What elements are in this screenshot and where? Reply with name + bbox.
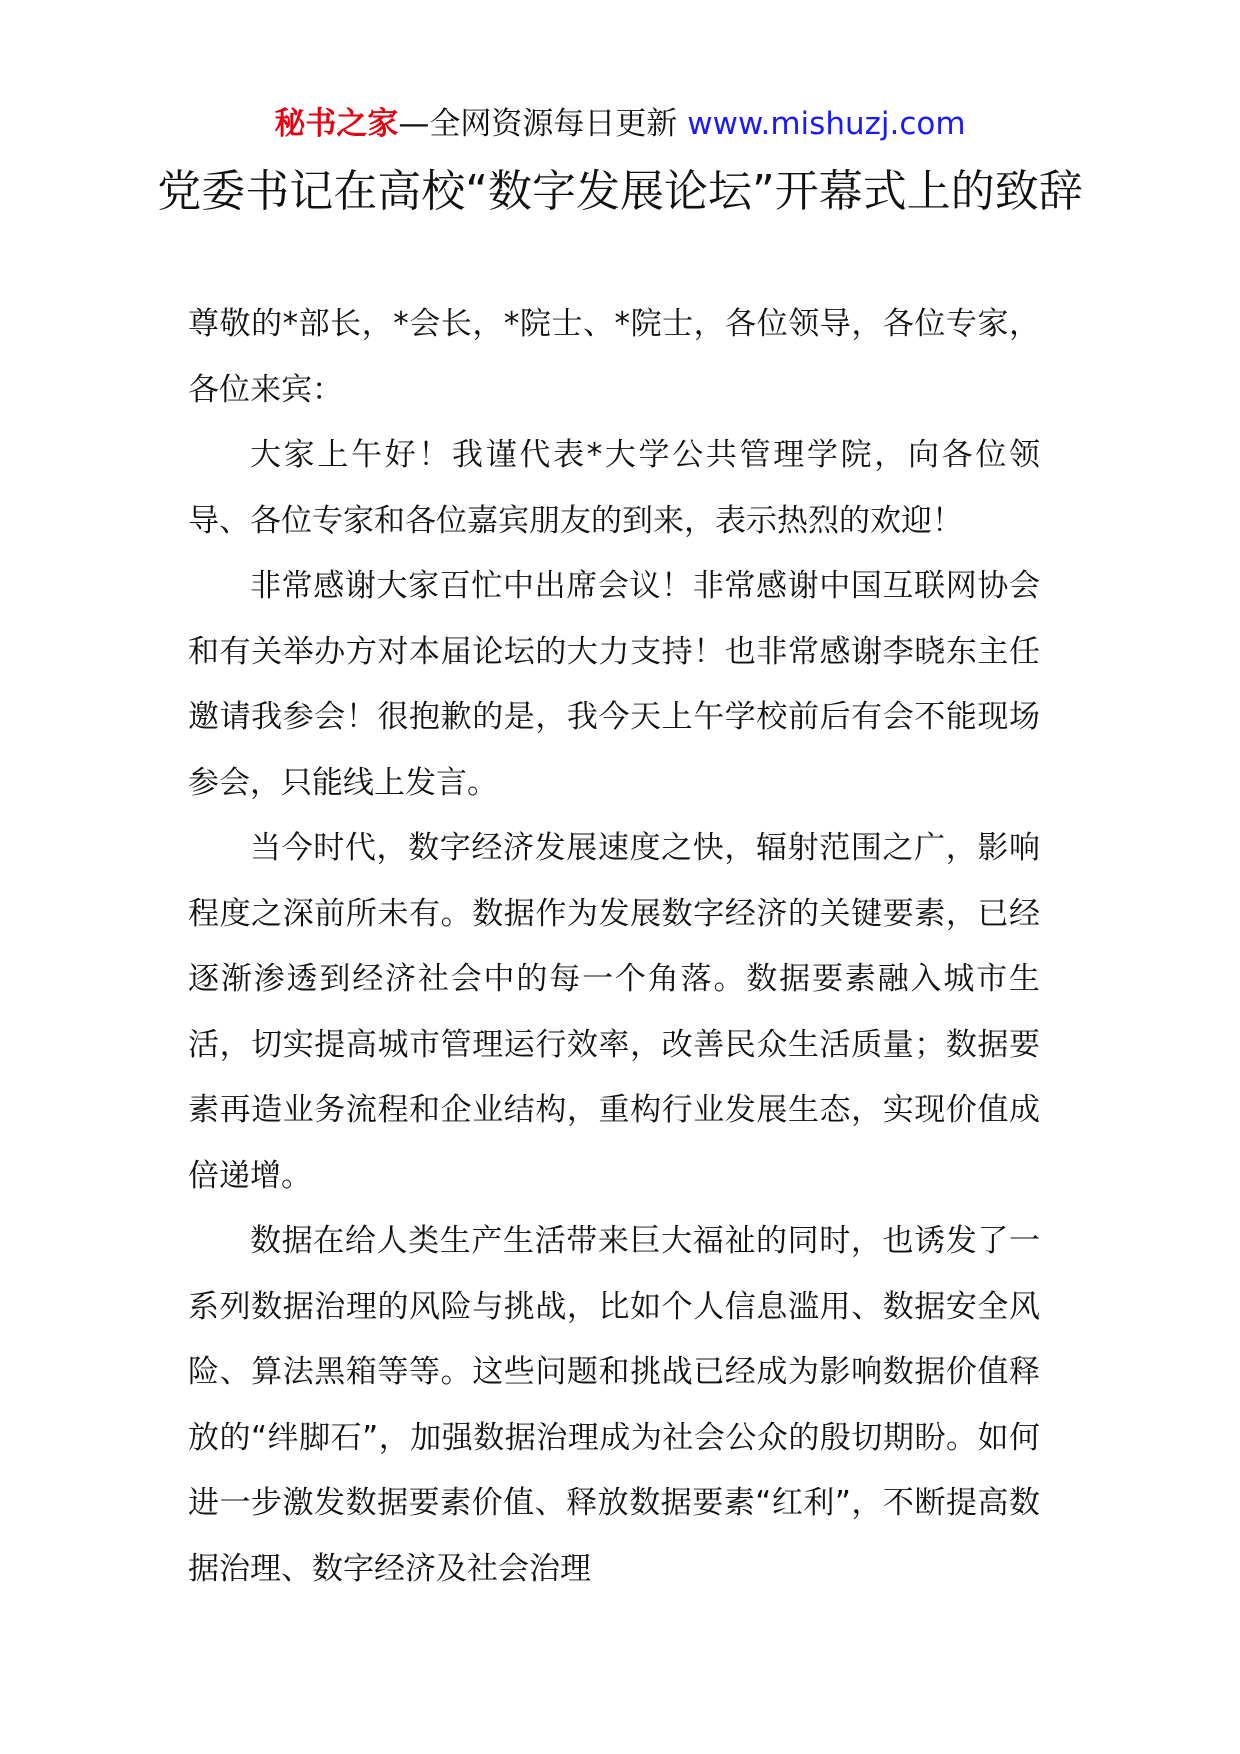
- body-paragraph: 非常感谢大家百忙中出席会议！非常感谢中国互联网协会和有关举办方对本届论坛的大力支持！也非常感谢李晓东主任邀请我参会！很抱歉的是，我今天上午学校前后有会不能现场参会，只能线上发言。: [188, 568, 1040, 801]
- document-title: 党委书记在高校“数字发展论坛”开幕式上的致辞: [157, 166, 1083, 217]
- salutation-paragraph: 尊敬的*部长，*会长，*院士、*院士，各位领导，各位专家，各位来宾：: [188, 306, 1040, 408]
- body-paragraph: 当今时代，数字经济发展速度之快，辐射范围之广，影响程度之深前所未有。数据作为发展数字经济的关键要素，已经逐渐渗透到经济社会中的每一个角落。数据要素融入城市生活，切实提高城市管理运行效率，改善民众生活质量；数据要素再造业务流程和企业结构，重构行业发展生态，实现价值成倍递增。: [188, 830, 1040, 1194]
- site-url-link[interactable]: www.mishuzj.com: [687, 106, 966, 142]
- brand-name: 秘书之家: [274, 106, 399, 142]
- site-header: [0, 100, 1240, 148]
- header-tagline: —全网资源每日更新: [398, 106, 688, 142]
- document-body: [188, 292, 1040, 1602]
- body-paragraph: 数据在给人类生产生活带来巨大福祉的同时，也诱发了一系列数据治理的风险与挑战，比如个人信息滥用、数据安全风险、算法黑箱等等。这些问题和挑战已经成为影响数据价值释放的“绊脚石”，加强数据治理成为社会公众的殷切期盼。如何进一步激发数据要素价值、释放数据要素“红利”，不断提高数据治理、数字经济及社会治理: [188, 1223, 1040, 1587]
- body-paragraph: 大家上午好！我谨代表*大学公共管理学院，向各位领导、各位专家和各位嘉宾朋友的到来，表示热烈的欢迎！: [188, 437, 1040, 539]
